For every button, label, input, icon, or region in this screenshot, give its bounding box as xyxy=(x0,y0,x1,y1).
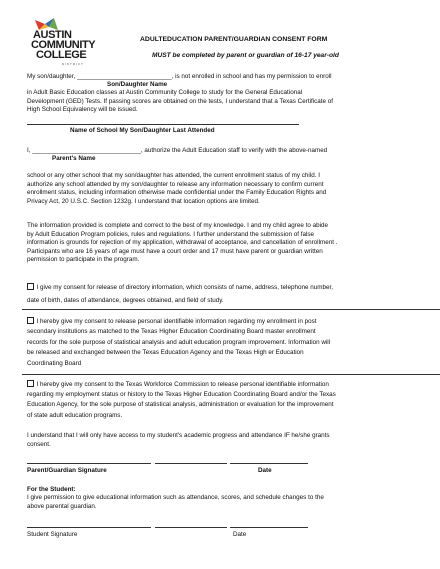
twc-consent-line: regarding my employment status or history to the Texas Higher Education Coordinating Board and/or the Texas xyxy=(27,391,336,399)
parent-signature-field[interactable] xyxy=(27,463,151,464)
twc-consent-line: Education Agency, for the sole purpose of statistical analysis, administration or evaluation for the improvement xyxy=(27,401,334,409)
authorize-line: Privacy Act, 20 U.S.C. Section 1232g. I understand that location options are limited. xyxy=(27,197,260,205)
son-daughter-name-label: Son/Daughter Name xyxy=(107,81,168,88)
twc-consent xyxy=(27,380,336,421)
student-date-label: Date xyxy=(233,531,247,538)
student-signature-label: Student Signature xyxy=(27,531,78,538)
twc-consent-line: of state adult education programs. xyxy=(27,411,123,419)
thecb-consent-checkbox[interactable] xyxy=(27,317,34,324)
intro-prefix: My son/daughter, xyxy=(27,73,78,80)
intro-suffix: , is not enrolled in school and has my permission to enroll xyxy=(171,73,332,80)
authorize-prefix: I, xyxy=(27,147,33,154)
accuracy-paragraph xyxy=(27,222,337,265)
intro-line: in Adult Basic Education classes at Austin Community College to study for the General Educational xyxy=(27,89,303,96)
parent-name-label: Parent's Name xyxy=(52,155,96,162)
parent-date-field[interactable] xyxy=(230,463,308,464)
son-daughter-name-field[interactable]: ___________________________ xyxy=(77,73,172,80)
student-signature-field[interactable] xyxy=(27,527,151,528)
thecb-consent-line: Coordinating Board xyxy=(27,359,82,367)
access-paragraph xyxy=(27,432,330,449)
directory-consent xyxy=(27,283,333,305)
intro-paragraph xyxy=(27,89,333,115)
school-name-label: Name of School My Son/Daughter Last Attended xyxy=(70,127,215,134)
form-subtitle: MUST be completed by parent or guardian of 16-17 year-old xyxy=(152,52,339,59)
accuracy-line: The information provided is complete and correct to the best of my knowledge. I and my child agree to abide xyxy=(27,222,329,229)
authorize-paragraph xyxy=(27,172,326,206)
intro-line: Development (GED) Tests. If passing scores are obtained on the tests, I understand that a Texas Certificate of xyxy=(27,97,334,105)
school-name-field[interactable] xyxy=(27,124,299,125)
authorize-suffix: , authorize the Adult Education staff to verify with the above-named xyxy=(140,147,328,154)
intro-line: High School Equivalency will be issued. xyxy=(27,106,138,113)
student-line: above parental guardian. xyxy=(27,502,97,510)
accuracy-line: Participants who are 16 years of age must have a court order and 17 must have parent or guardian written xyxy=(27,247,323,255)
access-line: I understand that I will only have access to my student's academic progress and attendance IF he/she grants xyxy=(27,432,330,439)
thecb-consent-line: records for the sole purpose of statistical analysis and adult education program improvement. Information will xyxy=(27,338,331,346)
directory-consent-line: date of birth, dates of attendance, degrees obtained, and field of study. xyxy=(27,296,224,304)
directory-consent-checkbox[interactable] xyxy=(27,283,34,290)
thecb-consent-line: secondary institutions as matched to the Texas Higher Education Coordinating Board master enrollment xyxy=(27,328,316,336)
authorize-line: school or any other school that my son/daughter has attended, the current enrollment status of my child. I xyxy=(27,172,320,179)
thecb-consent xyxy=(27,317,330,369)
thecb-consent-line: be released and exchanged between the Texas Education Agency and the Texas High er Education xyxy=(27,349,304,357)
access-line: consent. xyxy=(27,440,51,448)
parent-signature-label: Parent/Guardian Signature xyxy=(27,467,107,474)
student-date-field[interactable] xyxy=(230,527,308,528)
directory-consent-line: I give my consent for release of directory information, which consists of name, address, telephone number, xyxy=(36,284,333,291)
authorize-line: enrollment status, including information otherwise made confidential under the Family Education Rights and xyxy=(27,189,327,196)
form-title: ADULTEDUCATION PARENT/GUARDIAN CONSENT FORM xyxy=(140,36,328,43)
parent-name-field[interactable]: _______________________________ xyxy=(32,147,141,154)
student-line: I give permission to give educational information such as attendance, scores, and schedule changes to the xyxy=(27,494,324,501)
logo-line-district: DISTRICT xyxy=(62,62,84,66)
logo-line-college: COLLEGE xyxy=(36,49,87,61)
accuracy-line: information is grounds for rejection of my application, withdrawal of acceptance, and cancellation of enrollment . xyxy=(27,239,338,246)
parent-date-label: Date xyxy=(258,467,272,474)
section-divider xyxy=(22,374,440,375)
accuracy-line: permission to participate in the program. xyxy=(27,256,140,263)
student-signature-extra-field[interactable] xyxy=(155,527,227,528)
section-divider xyxy=(22,309,440,310)
student-paragraph xyxy=(27,494,324,511)
logo-line-community: COMMUNITY xyxy=(31,39,96,51)
intro-first-line xyxy=(27,73,332,81)
thecb-consent-line: I hereby give my consent to release personal identifiable information regarding my enrollment in post xyxy=(36,318,317,325)
student-heading: For the Student: xyxy=(27,486,76,493)
signature-extra-field[interactable] xyxy=(155,463,227,464)
twc-consent-line: I hereby give my consent to the Texas Workforce Commission to release personal identifiable information xyxy=(36,381,329,388)
twc-consent-checkbox[interactable] xyxy=(27,380,34,387)
accuracy-line: by Adult Education Program policies, rules and regulations. I further understand the submission of false xyxy=(27,230,315,238)
logo-line-austin: AUSTIN xyxy=(33,29,72,41)
acc-logo xyxy=(22,18,114,74)
authorize-line: authorize any school attended by my son/daughter to release any information necessary to confirm current xyxy=(27,180,324,188)
